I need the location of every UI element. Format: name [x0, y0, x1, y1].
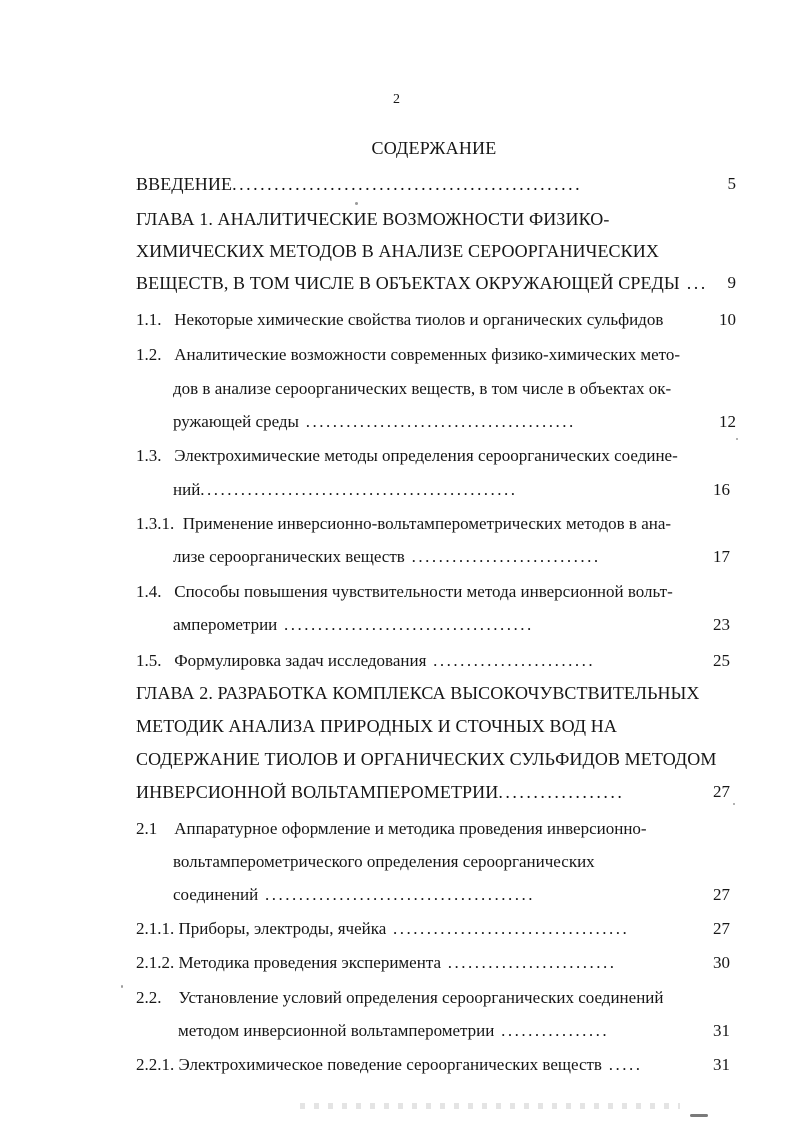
toc-entry-2-1-line-2: вольтамперометрического определения сероорганических [173, 852, 595, 871]
toc-entry-2-1-2[interactable]: 2.1.2. Методика проведения эксперимента ......................... [136, 953, 617, 972]
toc-chapter-1-line-2[interactable]: ХИМИЧЕСКИХ МЕТОДОВ В АНАЛИЗЕ СЕРООРГАНИЧЕСКИХ [136, 241, 659, 261]
toc-chapter-1-line-1[interactable]: ГЛАВА 1. АНАЛИТИЧЕСКИЕ ВОЗМОЖНОСТИ ФИЗИКО- [136, 209, 610, 229]
toc-entry-1-2-line-3: ружающей среды ........................................ [173, 412, 576, 431]
scan-speck [733, 803, 735, 805]
toc-entry-intro[interactable]: ВВЕДЕНИЕ.................................................. [136, 174, 583, 194]
toc-entry-intro-page: 5 [727, 174, 736, 193]
toc-entry-1-5-page: 25 [713, 651, 730, 670]
toc-entry-1-3-1-page: 17 [713, 547, 730, 566]
toc-entry-2-2-page: 31 [713, 1021, 730, 1040]
toc-entry-2-2-num: 2.2. [136, 988, 162, 1007]
toc-entry-2-1-1-page: 27 [713, 919, 730, 938]
toc-entry-2-1[interactable]: 2.1 Аппаратурное оформление и методика проведения инверсионно- [136, 819, 647, 838]
toc-entry-2-1-2-num: 2.1.2. [136, 953, 175, 972]
toc-entry-2-2-1-page: 31 [713, 1055, 730, 1074]
toc-entry-1-2-line-2: дов в анализе сероорганических веществ, в том числе в объектах ок- [173, 379, 672, 398]
toc-entry-1-1-text: Некоторые химические свойства тиолов и органических сульфидов [174, 310, 664, 329]
scan-speck [736, 438, 738, 440]
toc-entry-1-1-num: 1.1. [136, 310, 162, 329]
toc-entry-2-1-line-3: соединений ........................................ [173, 885, 536, 904]
toc-entry-1-4-num: 1.4. [136, 582, 162, 601]
toc-entry-1-3-1-num: 1.3.1. [136, 514, 175, 533]
toc-entry-2-1-page: 27 [713, 885, 730, 904]
toc-chapter-2-page: 27 [713, 782, 730, 801]
toc-entry-1-1-page: 10 [719, 310, 736, 329]
toc-entry-intro-label: ВВЕДЕНИЕ [136, 174, 233, 194]
scan-speck [121, 985, 123, 988]
toc-entry-1-3-line-2: ний............................................... [173, 480, 518, 499]
toc-entry-2-1-2-page: 30 [713, 953, 730, 972]
scan-edge-artifact [300, 1103, 680, 1109]
toc-entry-1-3-1-line-2: лизе сероорганических веществ ............................ [173, 547, 601, 566]
toc-chapter-2-line-2[interactable]: МЕТОДИК АНАЛИЗА ПРИРОДНЫХ И СТОЧНЫХ ВОД НА [136, 716, 617, 736]
toc-entry-2-2-1[interactable]: 2.2.1. Электрохимическое поведение сероорганических веществ ..... [136, 1055, 643, 1074]
scan-mark [690, 1114, 708, 1117]
toc-entry-1-4-line-2: амперометрии ..................................... [173, 615, 534, 634]
toc-entry-2-1-1[interactable]: 2.1.1. Приборы, электроды, ячейка ................................... [136, 919, 630, 938]
toc-entry-2-2[interactable]: 2.2. Установление условий определения сероорганических соединений [136, 988, 664, 1007]
toc-chapter-2-line-4[interactable]: ИНВЕРСИОННОЙ ВОЛЬТАМПЕРОМЕТРИИ.................. [136, 782, 625, 802]
toc-title: СОДЕРЖАНИЕ [371, 138, 497, 158]
toc-entry-2-2-1-num: 2.2.1. [136, 1055, 175, 1074]
toc-chapter-1-page: 9 [727, 273, 736, 292]
toc-entry-1-4-page: 23 [713, 615, 730, 634]
toc-entry-1-3[interactable]: 1.3. Электрохимические методы определения сероорганических соедине- [136, 446, 678, 465]
toc-entry-1-2[interactable]: 1.2. Аналитические возможности современных физико-химических мето- [136, 345, 681, 364]
toc-entry-1-1[interactable] [136, 309, 663, 331]
toc-entry-2-1-num: 2.1 [136, 819, 158, 838]
toc-entry-1-2-page: 12 [719, 412, 736, 431]
toc-entry-1-5-num: 1.5. [136, 651, 162, 670]
toc-chapter-2-line-1[interactable]: ГЛАВА 2. РАЗРАБОТКА КОМПЛЕКСА ВЫСОКОЧУВСТВИТЕЛЬНЫХ [136, 683, 700, 703]
toc-entry-1-5[interactable]: 1.5. Формулировка задач исследования ........................ [136, 651, 596, 670]
toc-entry-1-3-num: 1.3. [136, 446, 162, 465]
toc-entry-1-2-num: 1.2. [136, 345, 162, 364]
toc-entry-1-3-1[interactable]: 1.3.1. Применение инверсионно-вольтамперометрических методов в ана- [136, 514, 672, 533]
toc-chapter-2-line-3[interactable]: СОДЕРЖАНИЕ ТИОЛОВ И ОРГАНИЧЕСКИХ СУЛЬФИДОВ МЕТОДОМ [136, 749, 717, 769]
scan-speck [355, 202, 358, 205]
page-number: 2 [393, 92, 400, 107]
toc-entry-1-4[interactable]: 1.4. Способы повышения чувствительности метода инверсионной вольт- [136, 582, 673, 601]
toc-entry-1-3-page: 16 [713, 480, 730, 499]
toc-entry-2-2-line-2: методом инверсионной вольтамперометрии ................ [178, 1021, 610, 1040]
toc-entry-2-1-1-num: 2.1.1. [136, 919, 175, 938]
toc-chapter-1-line-3[interactable]: ВЕЩЕСТВ, В ТОМ ЧИСЛЕ В ОБЪЕКТАХ ОКРУЖАЮЩЕЙ СРЕДЫ ... [136, 273, 708, 293]
